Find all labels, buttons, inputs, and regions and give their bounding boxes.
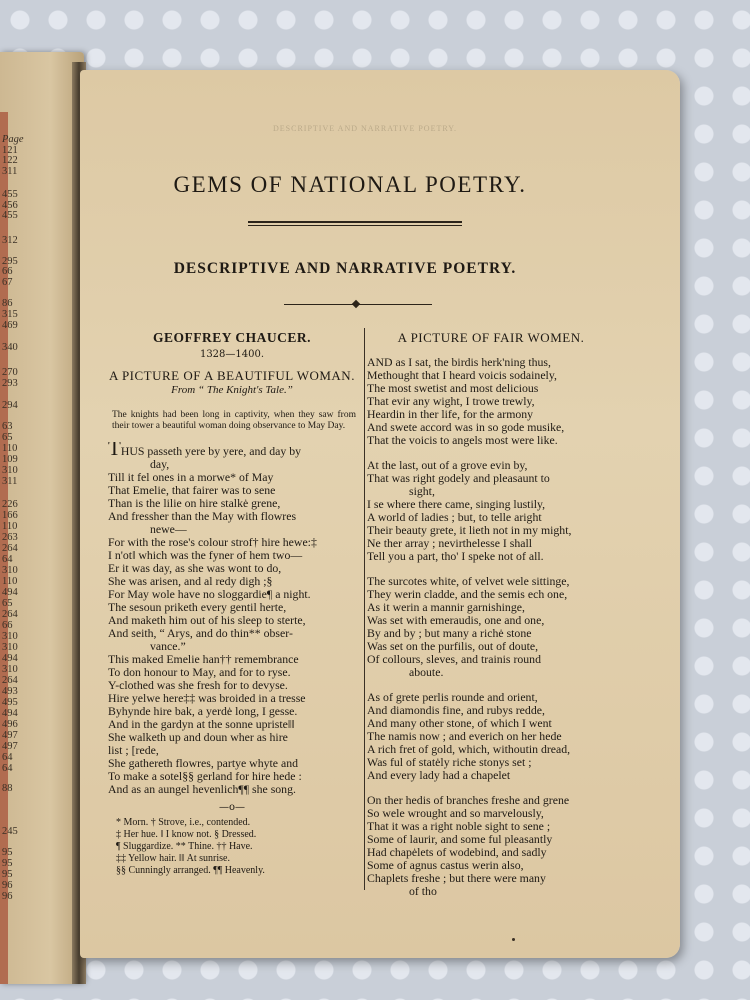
verse-line: Tell you a part, tho' I speke not of all. xyxy=(367,550,544,563)
verse-line: Methought that I heard voicis sodainely, xyxy=(367,369,557,382)
poem-intro: The knights had been long in captivity, when they saw from their tower a beautiful woman doing observance to May Day. xyxy=(112,410,356,431)
verse-line: And fressher than the May with flowres xyxy=(108,510,297,523)
index-page-number: 122 xyxy=(2,155,18,166)
index-page-number: 66 xyxy=(2,266,13,277)
poem-source: From “ The Knight's Tale.” xyxy=(171,384,293,396)
index-page-number: Page xyxy=(2,134,24,145)
verse-line: And in the gardyn at the sonne upriste‖‖ xyxy=(108,718,295,731)
verse-line: AND as I sat, the birdis herk'ning thus, xyxy=(367,356,551,369)
verse-line: Than is the lilie on hire stalkė grene, xyxy=(108,497,281,510)
index-page-number: 315 xyxy=(2,309,18,320)
verse-line: A rich fret of gold, which, withoutin dread, xyxy=(367,743,571,756)
verse-line: Till it fel ones in a morwe* of May xyxy=(108,471,274,484)
verse-line: She was arisen, and al redy digh ;§ xyxy=(108,575,273,588)
index-page-number: 96 xyxy=(2,880,13,891)
index-page-number: 494 xyxy=(2,587,18,598)
poem-title: A PICTURE OF A BEAUTIFUL WOMAN. xyxy=(109,368,355,383)
index-page-number: 295 xyxy=(2,256,18,267)
index-page-number: 340 xyxy=(2,342,18,353)
index-page-number: 310 xyxy=(2,631,18,642)
verse-line: The most swetist and most delicious xyxy=(367,382,539,395)
index-page-number: 86 xyxy=(2,298,13,309)
index-page-number: 245 xyxy=(2,826,18,837)
index-page-number: 270 xyxy=(2,367,18,378)
author-name: GEOFFREY CHAUCER. xyxy=(152,330,311,345)
index-page-number: 497 xyxy=(2,741,18,752)
verse-line: sight, xyxy=(409,485,435,498)
index-page-number: 493 xyxy=(2,686,18,697)
book-title: GEMS OF NATIONAL POETRY. xyxy=(173,172,527,197)
verse-line: Their beauty grete, it lieth not in my might, xyxy=(367,524,572,537)
footnote-row: ‡‡ Yellow hair. ‖‖ At sunrise. xyxy=(116,853,230,864)
verse-line: On ther hedis of branches freshe and grene xyxy=(367,794,570,807)
verse-line: This maked Emelie han†† remembrance xyxy=(108,653,299,666)
verse-line: The namis now ; and everich on her hede xyxy=(367,730,562,743)
stanza xyxy=(367,459,615,563)
verse-line: That was right godely and pleasaunt to xyxy=(367,472,550,485)
verse-line: And every lady had a chapelet xyxy=(367,769,511,782)
stanza xyxy=(367,575,615,679)
index-page-number: 494 xyxy=(2,708,18,719)
author-dates: 1328—1400. xyxy=(199,349,265,360)
index-page-number: 455 xyxy=(2,189,18,200)
verse-line: And many other stone, of which I went xyxy=(367,717,552,730)
index-page-number: 264 xyxy=(2,675,18,686)
book-page xyxy=(80,70,680,958)
index-page-number: 497 xyxy=(2,730,18,741)
verse-line: For with the rose's colour strof† hire hewe:‡ xyxy=(108,536,317,549)
verse-line: That the voicis to angels most were like. xyxy=(367,434,558,447)
index-page-number: 65 xyxy=(2,432,13,443)
index-page-number: 66 xyxy=(2,620,13,631)
verse-line: A world of ladies ; but, to telle aright xyxy=(367,511,542,524)
index-page-number: 110 xyxy=(2,521,18,532)
index-page-number: 95 xyxy=(2,858,13,869)
verse-line: vance.” xyxy=(150,640,186,653)
verse-text: HUS passeth yere by yere, and day by xyxy=(120,444,302,458)
verse-line: Er it was day, as she was wont to do, xyxy=(108,562,282,575)
index-page-number: 65 xyxy=(2,598,13,609)
verse-line: And diamondis fine, and rubys redde, xyxy=(367,704,545,717)
verse-line: Heardin in ther life, for the armony xyxy=(367,408,534,421)
verse-line: Y-clothed was she fresh for to devyse. xyxy=(108,679,288,692)
index-page-number: 67 xyxy=(2,277,13,288)
verse-line: Byhynde hire bak, a yerdė long, I gesse. xyxy=(108,705,298,718)
index-page-number: 294 xyxy=(2,400,18,411)
footnote-row: §§ Cunningly arranged. ¶¶ Heavenly. xyxy=(116,865,265,876)
verse-line: aboute. xyxy=(409,666,444,679)
index-page-number: 64 xyxy=(2,752,13,763)
verse-line: I n'ot‖ which was the fyner of hem two— xyxy=(108,549,303,562)
index-page-number: 166 xyxy=(2,510,18,521)
index-page-number: 455 xyxy=(2,210,18,221)
verse-line: list ; [rede, xyxy=(108,744,159,757)
footnotes xyxy=(108,817,356,877)
index-page-number: 110 xyxy=(2,576,18,587)
verse-line: At the last, out of a grove evin by, xyxy=(367,459,528,472)
index-page-number: 121 xyxy=(2,145,18,156)
footnote-row: * Morn. † Strove, i.e., contended. xyxy=(116,817,251,828)
verse-line: newe— xyxy=(150,523,187,536)
verse-line: That evir any wight, I trowe trewly, xyxy=(367,395,535,408)
verse-line: To don honour to May, and for to ryse. xyxy=(108,666,291,679)
verse-line: The sesoun priketh every gentil herte, xyxy=(108,601,287,614)
verse-line: As of grete perlis rounde and orient, xyxy=(367,691,538,704)
verse-line: And maketh him out of his sleep to sterte, xyxy=(108,614,306,627)
section-ornament xyxy=(352,300,360,308)
column-divider xyxy=(364,328,365,890)
page-mark xyxy=(512,938,515,941)
verse-line: She gathereth flowres, partye whyte and xyxy=(108,757,298,770)
index-page-number: 496 xyxy=(2,719,18,730)
poem-verse xyxy=(108,442,356,796)
title-rule xyxy=(248,221,462,226)
verse-line: And swete accord was in so gode musike, xyxy=(367,421,565,434)
right-column xyxy=(367,328,615,898)
verse-line: Was set on the purfilis, out of doute, xyxy=(367,640,539,653)
index-page-number: 88 xyxy=(2,783,13,794)
verse-line: Of collours, sleves, and trainis round xyxy=(367,653,541,666)
index-page-number: 469 xyxy=(2,320,18,331)
verse-line: The surcotes white, of velvet wele sittinge, xyxy=(367,575,570,588)
index-page-number: 311 xyxy=(2,476,18,487)
verse-line xyxy=(108,442,356,458)
index-page-number: 109 xyxy=(2,454,18,465)
footnote-row: ‡ Her hue. ‖ I know not. § Dressed. xyxy=(116,829,257,840)
index-page-number: 264 xyxy=(2,543,18,554)
verse-line: By and by ; but many a richė stone xyxy=(367,627,532,640)
index-page-number: 63 xyxy=(2,421,13,432)
index-page-number: 226 xyxy=(2,499,18,510)
verse-line: And seith, “ Arys, and do thin** obser- xyxy=(108,627,293,640)
index-page-number: 95 xyxy=(2,847,13,858)
index-page-number: 310 xyxy=(2,565,18,576)
verse-line: And as an aungel hevenlich¶¶ she song. xyxy=(108,783,296,796)
verse-line: day, xyxy=(150,458,170,471)
stanza xyxy=(367,691,615,782)
verse-line: Was ful of statėly riche stonys set ; xyxy=(367,756,532,769)
index-page-number: 96 xyxy=(2,891,13,902)
index-page-number: 310 xyxy=(2,642,18,653)
index-page-number: 64 xyxy=(2,554,13,565)
index-page-number: 310 xyxy=(2,664,18,675)
left-column xyxy=(108,328,356,877)
index-page-number: 310 xyxy=(2,465,18,476)
verse-line: To make a sotel§§ gerland for hire hede : xyxy=(108,770,302,783)
index-page-number: 494 xyxy=(2,653,18,664)
verse-line: I se where there came, singing lustily, xyxy=(367,498,546,511)
index-page-number: 495 xyxy=(2,697,18,708)
verse-line: Ne ther array ; nevirthelesse I shall xyxy=(367,537,533,550)
section-title: DESCRIPTIVE AND NARRATIVE POETRY. xyxy=(173,260,517,277)
verse-line: Chaplets freshe ; but there were many xyxy=(367,872,546,885)
stanza xyxy=(367,356,615,447)
verse-line: As it werin a mannir garnishinge, xyxy=(367,601,525,614)
verse-line: Hire yelwe here‡‡ was broided in a tresse xyxy=(108,692,306,705)
index-page-number: 95 xyxy=(2,869,13,880)
verse-line: of tho xyxy=(409,885,437,898)
verse-line: They werin cladde, and the semis ech one, xyxy=(367,588,568,601)
index-page-number: 456 xyxy=(2,200,18,211)
verse-line: Some of agnus castus werin also, xyxy=(367,859,524,872)
index-page-number: 293 xyxy=(2,378,18,389)
verse-line: So wele wrought and so marvelously, xyxy=(367,807,544,820)
index-page-number: 264 xyxy=(2,609,18,620)
verse-line: Was set with emeraudis, one and one, xyxy=(367,614,545,627)
index-page-number: 312 xyxy=(2,235,18,246)
verse-line: She walketh up and doun wher as hire xyxy=(108,731,288,744)
verse-line: Had chapėlets of wodebind, and sadly xyxy=(367,846,547,859)
index-page-number: 311 xyxy=(2,166,18,177)
end-ornament: —o— xyxy=(218,802,246,813)
index-page-number: 110 xyxy=(2,443,18,454)
drop-cap: T xyxy=(108,442,121,458)
verse-line: For May wole have no sloggardie¶ a night. xyxy=(108,588,311,601)
poem-verse-right xyxy=(367,356,615,898)
stanza xyxy=(367,794,615,898)
verse-line: Some of laurir, and some ful pleasantly xyxy=(367,833,553,846)
index-page-number: 263 xyxy=(2,532,18,543)
running-header: DESCRIPTIVE AND NARRATIVE POETRY. xyxy=(273,124,457,133)
verse-line: That it was a right noble sight to sene ; xyxy=(367,820,551,833)
index-page-number: 64 xyxy=(2,763,13,774)
footnote-row: ¶ Sluggardize. ** Thine. †† Have. xyxy=(116,841,253,852)
poem-title-right: A PICTURE OF FAIR WOMEN. xyxy=(397,330,585,345)
verse-line: That Emelie, that fairer was to sene xyxy=(108,484,276,497)
